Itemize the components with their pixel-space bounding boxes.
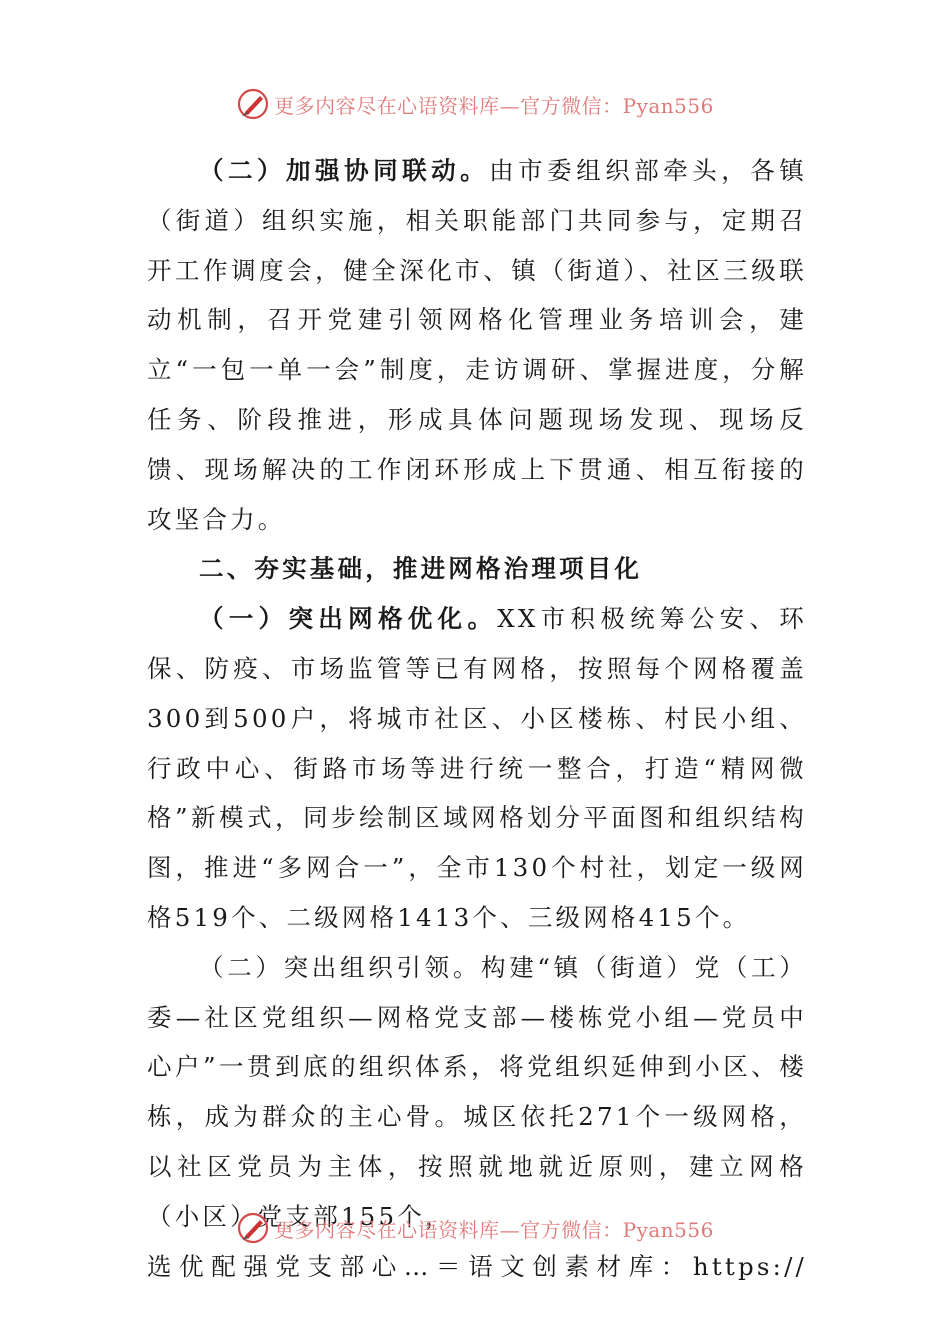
paragraph-text: XX市积极统筹公安、环保、防疫、市场监管等已有网格，按照每个网格覆盖300到500户，将城市社区、小区楼栋、村民小组、行政中心、街路市场等进行统一整合，打造“精网微格”新模式，同步绘制区域网格划分平面图和组织结构图，推进“多网合一”，全市130个村社，划定一级网格519个、二级网格1413个、三级网格415个。: [147, 604, 807, 932]
section-heading: 二、夯实基础，推进网格治理项目化: [199, 554, 643, 584]
paragraph-truncated-line: 选优配强党支部心…＝语文创素材库：https://: [147, 1251, 807, 1281]
watermark-text: 更多内容尽在心语资料库—官方微信：Pyan556: [274, 93, 714, 118]
pen-logo-icon: [236, 1211, 270, 1245]
paragraph-lead: （二）加强协同联动。: [199, 156, 490, 185]
paragraph-text: 由市委组织部牵头，各镇（街道）组织实施，相关职能部门共同参与，定期召开工作调度会，健全深化市、镇（街道）、社区三级联动机制，召开党建引领网格化管理业务培训会，建立“一包一单一会”制度，走访调研、掌握进度，分解任务、阶段推进，形成具体问题现场发现、现场反馈、现场解决的工作闭环形成上下贯通、相互衔接的攻坚合力。: [147, 156, 808, 534]
document-body: [147, 146, 807, 1291]
paragraph-text: （二）突出组织引领。构建“镇（街道）党（工）委—社区党组织—网格党支部—楼栋党小组—党员中心户”一贯到底的组织体系，将党组织延伸到小区、楼栋，成为群众的主心骨。城区依托271个一级网格，以社区党员为主体，按照就地就近原则，建立网格（小区）党支部155个，: [147, 952, 807, 1231]
pen-logo-icon: [236, 87, 270, 121]
paragraph-grid-optimization: [147, 594, 807, 943]
watermark-footer: [0, 1208, 950, 1248]
watermark-text: 更多内容尽在心语资料库—官方微信：Pyan556: [274, 1217, 714, 1242]
paragraph-lead: （一）突出网格优化。: [199, 604, 498, 634]
watermark-header: [0, 84, 950, 124]
paragraph-coordination: [147, 146, 807, 544]
paragraph-organization: [147, 943, 807, 1242]
